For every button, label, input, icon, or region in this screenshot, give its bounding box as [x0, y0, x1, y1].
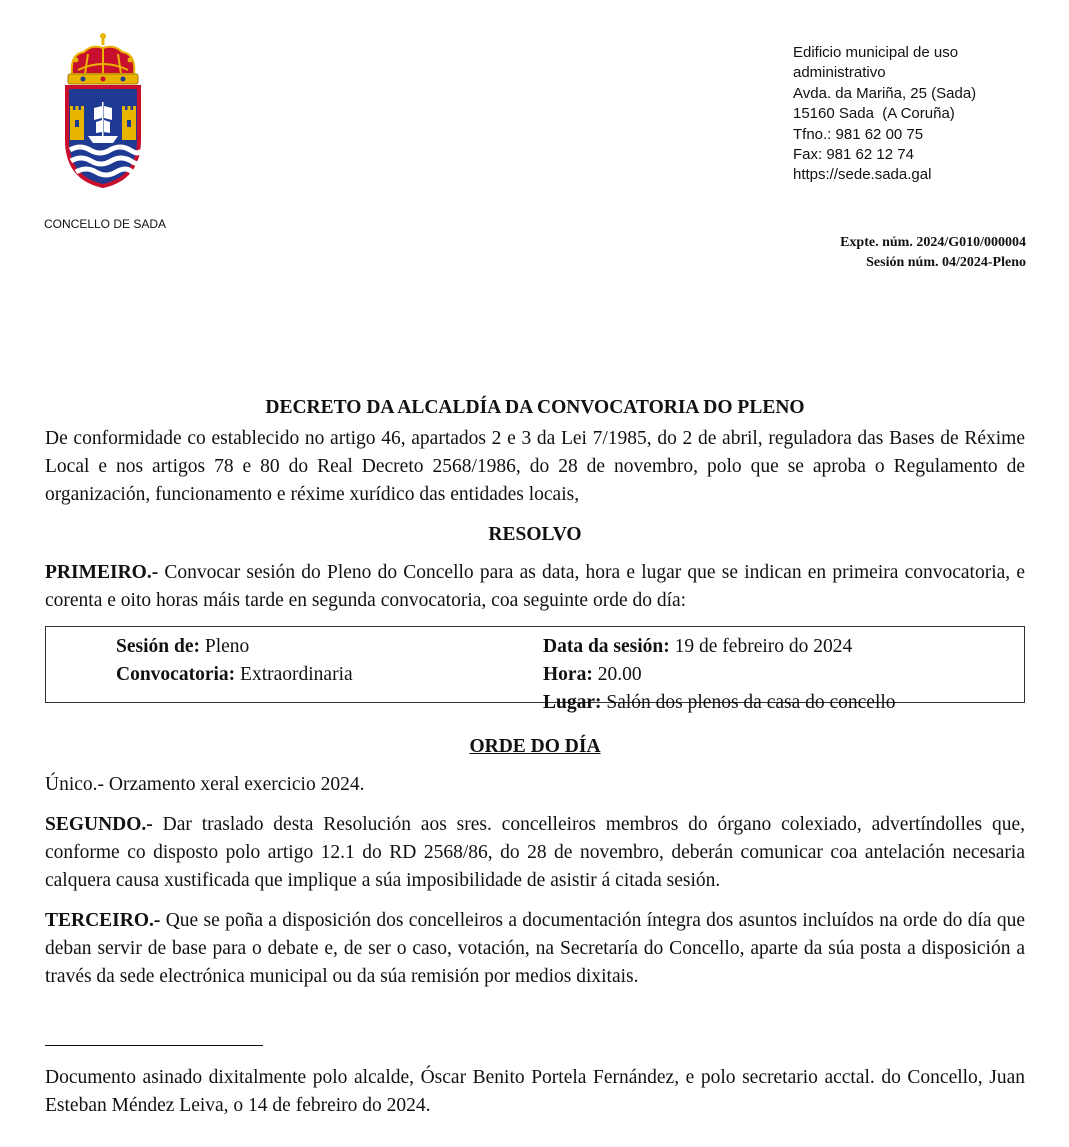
- terceiro-label: TERCEIRO.-: [45, 910, 161, 931]
- session-time-value: 20.00: [592, 664, 642, 685]
- address-block: [793, 43, 1043, 186]
- signature-footnote: Documento asinado dixitalmente polo alcalde, Óscar Benito Portela Fernández, e polo secretario acctal. do Concello, Juan Esteban Méndez Leiva, o 14 de febreiro do 2024.: [45, 1067, 1025, 1116]
- session-place-value: Salón dos plenos da casa do concello: [601, 692, 896, 713]
- session-type-value: Pleno: [199, 636, 250, 657]
- address-line: Edificio municipal de uso: [793, 44, 959, 61]
- expte-number: Expte. núm. 2024/G010/000004: [840, 235, 1026, 250]
- document-title: DECRETO DA ALCALDÍA DA CONVOCATORIA DO PLENO: [265, 397, 805, 418]
- session-number: Sesión núm. 04/2024-Pleno: [866, 255, 1026, 270]
- session-place-label: Lugar:: [543, 692, 602, 713]
- address-line: Avda. da Mariña, 25 (Sada): [793, 84, 977, 102]
- segundo-label: SEGUNDO.-: [45, 814, 153, 835]
- document-body: [45, 394, 1025, 991]
- session-place-row: [543, 689, 896, 717]
- primeiro-label: PRIMEIRO.-: [45, 562, 159, 583]
- terceiro-paragraph: [45, 907, 1025, 991]
- session-date-row: [543, 633, 896, 661]
- orde-item: Único.- Orzamento xeral exercicio 2024.: [45, 774, 365, 795]
- session-time-label: Hora:: [543, 664, 593, 685]
- session-date-value: 19 de febreiro do 2024: [669, 636, 853, 657]
- orde-heading: ORDE DO DÍA: [469, 736, 601, 757]
- footnote-divider: [45, 1045, 263, 1046]
- coat-of-arms-logo: [58, 30, 148, 190]
- segundo-paragraph: [45, 811, 1025, 895]
- session-type-row: [116, 633, 353, 661]
- session-right-column: [543, 633, 896, 717]
- website-link[interactable]: https://sede.sada.gal: [793, 166, 932, 184]
- session-type-label: Sesión de:: [116, 636, 200, 657]
- convocatoria-label: Convocatoria:: [116, 664, 236, 685]
- phone-line: Tfno.: 981 62 00 75: [793, 125, 924, 143]
- address-line: administrativo: [793, 64, 886, 82]
- terceiro-text: Que se poña a disposición dos concelleiros a documentación íntegra dos asuntos incluídos na orde do día que deban servir de base para o debate e, de ser o caso, votación, na Secretaría do Concello, aparte da súa posta a disposición a través da sede electrónica municipal ou da súa remisión por medios dixitais.: [45, 910, 1025, 987]
- file-references: [840, 233, 1026, 273]
- session-time-row: [543, 661, 896, 689]
- convocatoria-row: [116, 661, 353, 689]
- concello-name: CONCELLO DE SADA: [44, 217, 167, 231]
- address-line: 15160 Sada (A Coruña): [793, 105, 955, 123]
- primeiro-text: Convocar sesión do Pleno do Concello para as data, hora e lugar que se indican en primeira convocatoria, e corenta e oito horas máis tarde en segunda convocatoria, coa seguinte orde do día:: [45, 562, 1025, 611]
- resolvo-heading: RESOLVO: [488, 524, 582, 545]
- session-date-label: Data da sesión:: [543, 636, 670, 657]
- primeiro-paragraph: [45, 559, 1025, 615]
- fax-line: Fax: 981 62 12 74: [793, 146, 914, 164]
- session-details-box: [45, 626, 1025, 713]
- convocatoria-value: Extraordinaria: [235, 664, 353, 685]
- intro-paragraph: De conformidade co establecido no artigo 46, apartados 2 e 3 da Lei 7/1985, do 2 de abril, reguladora das Bases de Réxime Local e nos artigos 78 e 80 do Real Decreto 2568/1986, do 28 de novembro, polo que se aproba o Regulamento de organización, funcionamento e réxime xurídico das entidades locais,: [45, 428, 1025, 505]
- session-left-column: [116, 633, 353, 689]
- segundo-text: Dar traslado desta Resolución aos sres. concelleiros membros do órgano colexiado, advertíndolles que, conforme co disposto polo artigo 12.1 do RD 2568/86, do 28 de novembro, deberán comunicar coa antelación necesaria calquera causa xustificada que implique a súa imposibilidade de asistir á citada sesión.: [45, 814, 1025, 891]
